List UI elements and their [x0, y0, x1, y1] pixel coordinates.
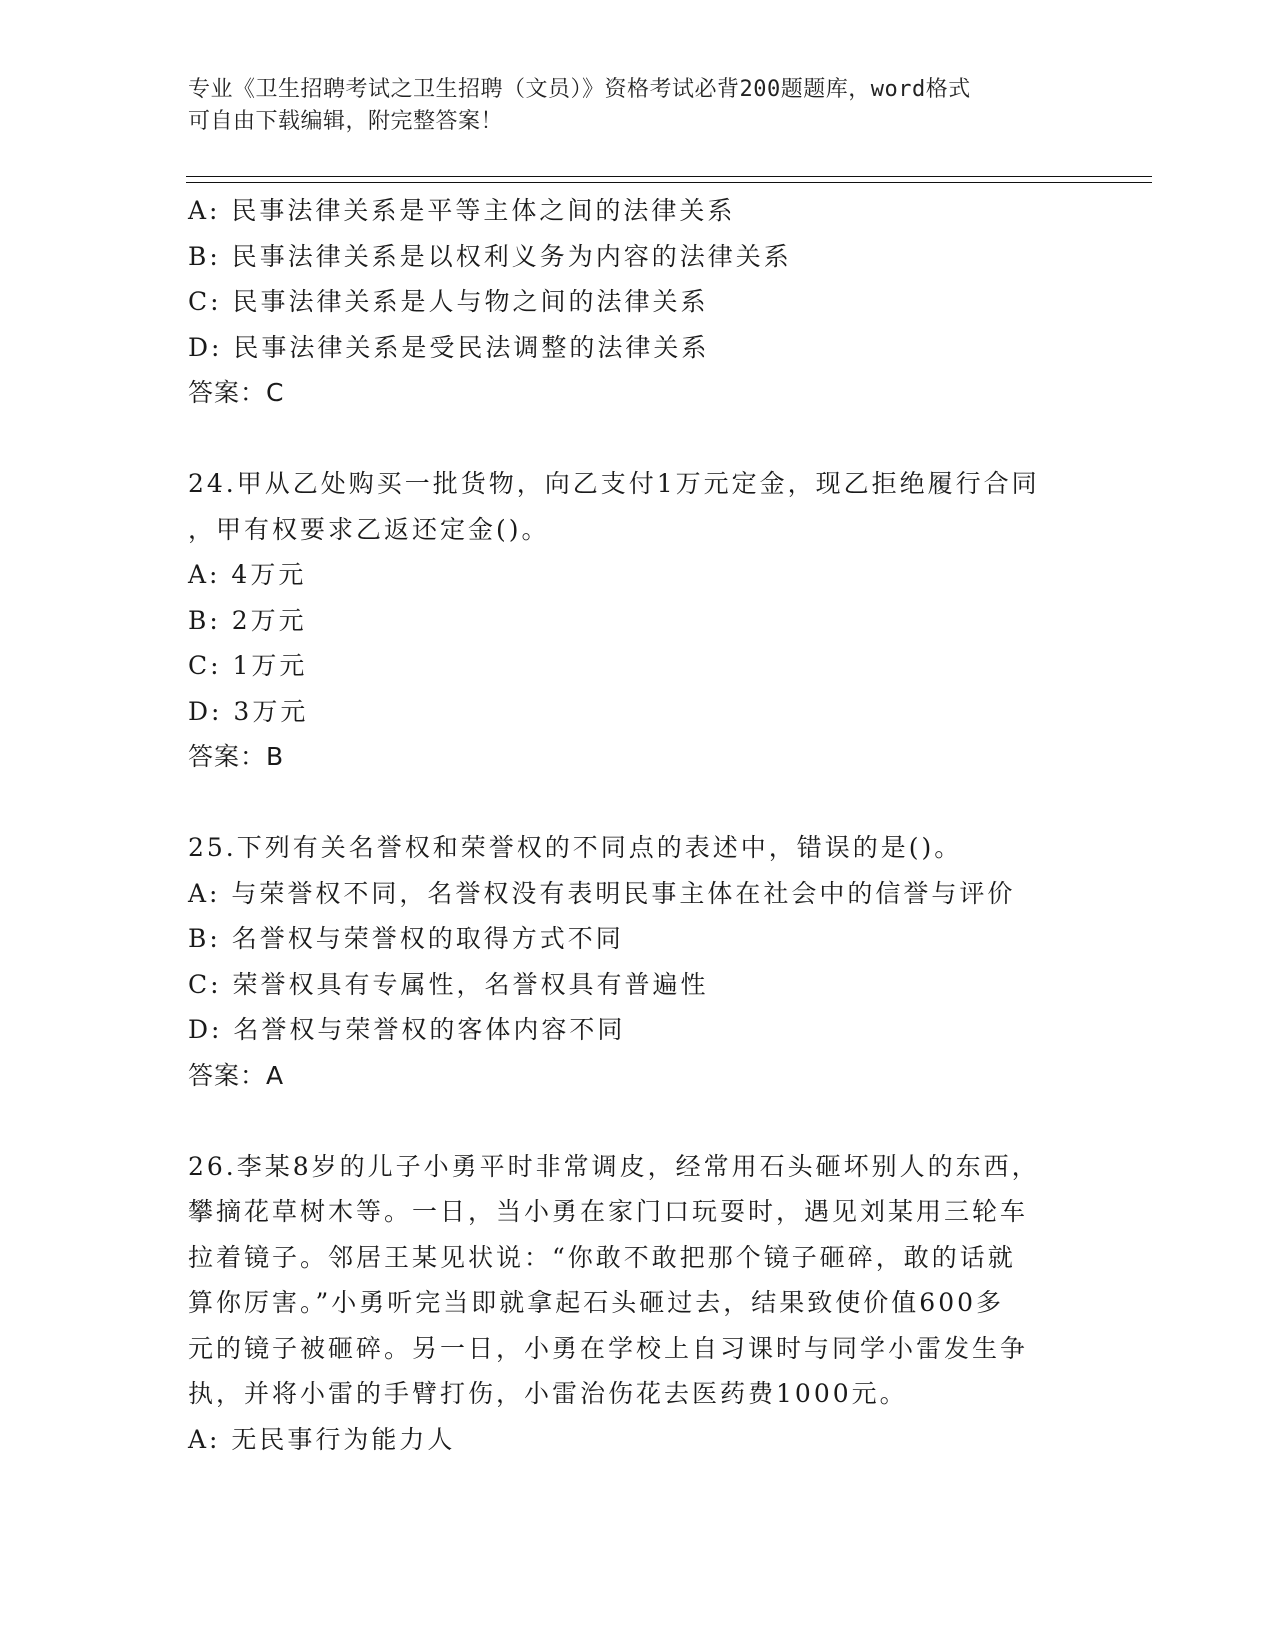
header-divider-top — [186, 176, 1152, 177]
question-23 — [188, 188, 1088, 416]
header-divider-bottom — [186, 182, 1152, 183]
q23-option-b: B: 民事法律关系是以权利义务为内容的法律关系 — [188, 241, 792, 271]
q23-option-d: D: 民事法律关系是受民法调整的法律关系 — [188, 332, 710, 362]
q26-stem-line-3: 拉着镜子。邻居王某见状说：“你敢不敢把那个镜子砸碎，敢的话就 — [188, 1242, 1016, 1272]
q24-option-b: B: 2万元 — [188, 605, 307, 635]
q26-stem-line-5: 元的镜子被砸碎。另一日，小勇在学校上自习课时与同学小雷发生争 — [188, 1333, 1029, 1363]
spacer — [188, 780, 1088, 826]
question-26 — [188, 1144, 1088, 1463]
q24-stem-line-1: 24.甲从乙处购买一批货物，向乙支付1万元定金，现乙拒绝履行合同 — [188, 469, 1040, 498]
q26-stem-line-6: 执，并将小雷的手臂打伤，小雷治伤花去医药费1000元。 — [188, 1379, 908, 1408]
q25-option-c: C: 荣誉权具有专属性，名誉权具有普遍性 — [188, 969, 709, 999]
q26-stem-line-2: 攀摘花草树木等。一日，当小勇在家门口玩耍时，遇见刘某用三轮车 — [188, 1197, 1029, 1226]
q24-option-c: C: 1万元 — [188, 651, 308, 680]
question-24 — [188, 461, 1088, 780]
q26-option-a: A: 无民事行为能力人 — [188, 1424, 456, 1454]
spacer — [188, 416, 1088, 462]
q25-answer: 答案：A — [188, 1060, 285, 1090]
q24-stem-line-2: ，甲有权要求乙返还定金()。 — [188, 514, 550, 544]
spacer — [188, 1098, 1088, 1144]
q26-stem-line-1: 26.李某8岁的儿子小勇平时非常调皮，经常用石头砸坏别人的东西， — [188, 1151, 1040, 1181]
document-body — [188, 188, 1088, 1462]
q25-stem-line-1: 25.下列有关名誉权和荣誉权的不同点的表述中，错误的是()。 — [188, 833, 963, 862]
q23-answer: 答案：C — [188, 378, 285, 407]
q23-option-a: A: 民事法律关系是平等主体之间的法律关系 — [188, 196, 736, 225]
q25-option-b: B: 名誉权与荣誉权的取得方式不同 — [188, 924, 624, 953]
header-line-2: 可自由下载编辑，附完整答案！ — [188, 109, 504, 134]
q25-option-d: D: 名誉权与荣誉权的客体内容不同 — [188, 1015, 626, 1044]
q25-option-a: A: 与荣誉权不同，名誉权没有表明民事主体在社会中的信誉与评价 — [188, 878, 1016, 908]
q26-stem-line-4: 算你厉害。”小勇听完当即就拿起石头砸过去，结果致使价值600多 — [188, 1288, 1005, 1317]
q23-option-c: C: 民事法律关系是人与物之间的法律关系 — [188, 287, 709, 316]
document-header — [188, 74, 1068, 138]
q24-option-d: D: 3万元 — [188, 696, 309, 726]
q24-answer: 答案：B — [188, 742, 285, 771]
q24-option-a: A: 4万元 — [188, 560, 307, 589]
header-line-1: 专业《卫生招聘考试之卫生招聘（文员）》资格考试必背200题题库，word格式 — [188, 77, 971, 102]
question-25 — [188, 825, 1088, 1098]
